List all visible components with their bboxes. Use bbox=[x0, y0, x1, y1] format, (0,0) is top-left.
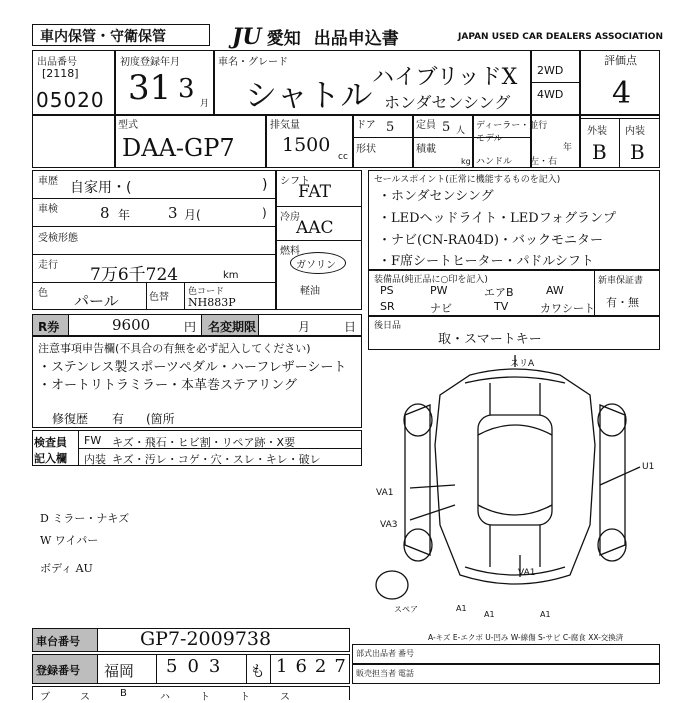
repair-detail: (箇所 bbox=[146, 412, 175, 426]
diagram-label-5: VA1 bbox=[518, 568, 536, 578]
inspection-month: 3 bbox=[168, 204, 178, 222]
registration-year: 31 bbox=[128, 68, 172, 108]
note-line-2: ・オートリトラミラー・本革巻ステアリング bbox=[38, 378, 297, 393]
form-title: 出品申込書 bbox=[313, 29, 399, 49]
car-name: シャトル bbox=[245, 76, 373, 114]
extra-label: 後日品 bbox=[374, 321, 402, 331]
doors-label: ドア bbox=[356, 120, 376, 131]
car-damage-diagram bbox=[370, 355, 660, 620]
interior-score: B bbox=[630, 140, 645, 164]
diagram-label-1: スリA bbox=[510, 359, 535, 369]
wheel-rear-left bbox=[404, 529, 432, 561]
rating-score: 4 bbox=[612, 76, 632, 111]
new-car-label: 新車保証書 bbox=[598, 276, 644, 286]
title-change-label: 名変期限 bbox=[208, 320, 257, 334]
seller-label: 部式出品者 bbox=[356, 649, 396, 658]
logo bbox=[232, 24, 399, 50]
equip-seat: カワシート bbox=[540, 302, 595, 315]
model-label: 型式 bbox=[118, 120, 138, 131]
logo-mark: JU bbox=[232, 24, 262, 50]
registration-month: 3 bbox=[178, 74, 195, 104]
fw-codes: キズ・飛石・ヒビ割・リペア跡・X要 bbox=[112, 436, 296, 449]
registration-label: 初度登録年月 bbox=[120, 57, 180, 68]
repair-value: 有 bbox=[112, 412, 125, 426]
fuel-gasoline: ガソリン bbox=[296, 260, 336, 271]
bottom-cell-5: ト bbox=[200, 692, 210, 703]
displacement-value: 1500 bbox=[282, 134, 331, 156]
equip-ps: PS bbox=[380, 284, 394, 297]
displacement-unit: cc bbox=[338, 152, 348, 162]
diagram-label-3: VA1 bbox=[376, 488, 394, 498]
interior-codes-label: 内装 bbox=[84, 453, 106, 466]
inspection-close: ) bbox=[262, 206, 267, 220]
diagram-label-4: VA3 bbox=[380, 520, 398, 530]
mileage-value: 7万6千724 bbox=[90, 265, 179, 285]
english-name: JAPAN USED CAR DEALERS ASSOCIATION bbox=[458, 32, 663, 42]
fuel-diesel: 軽油 bbox=[300, 286, 320, 297]
seller-num-label: 番号 bbox=[398, 649, 414, 658]
sales-points-label: セールスポイント(正常に機能するものを記入) bbox=[374, 175, 561, 185]
model-year-label: モデル bbox=[476, 134, 503, 144]
handwritten-note-3: ボディ AU bbox=[40, 562, 93, 575]
entry-label: 記入欄 bbox=[34, 452, 67, 465]
equip-aw: AW bbox=[546, 284, 564, 297]
handle-options: 左・右 bbox=[530, 157, 558, 167]
rear-bumper bbox=[465, 567, 565, 575]
plate-region: 福岡 bbox=[104, 662, 135, 680]
spare-wheel bbox=[376, 571, 408, 599]
equip-navi: ナビ bbox=[430, 302, 452, 315]
interior-label: 内装 bbox=[625, 126, 645, 137]
usage-label: 車歴 bbox=[38, 176, 58, 187]
car-name-label: 車名・グレード bbox=[218, 57, 288, 68]
fuel-label: 燃料 bbox=[280, 246, 300, 257]
diagram-label-8: A1 bbox=[484, 610, 495, 619]
diagram-legend: A-キズ E-エクボ U-凹み W-線傷 S-サビ C-腐食 XX-交換済 bbox=[428, 633, 624, 642]
ac-value: AAC bbox=[296, 218, 334, 238]
lot-label: 出品番号 bbox=[37, 57, 77, 68]
r-ticket-label: R券 bbox=[38, 320, 60, 334]
bottom-cell-2: ス bbox=[80, 692, 90, 703]
bottom-cell-6: ト bbox=[240, 692, 250, 703]
title-change-day: 日 bbox=[344, 320, 357, 334]
shape-label: 形状 bbox=[356, 144, 376, 155]
sales-point-4: ・F席シートヒーター・パドルシフト bbox=[378, 254, 594, 269]
notes-label: 注意事項申告欄(不具合の有無を必ず記入してください) bbox=[38, 342, 311, 355]
plate-number: 1627 bbox=[276, 656, 354, 677]
new-car-options: 有・無 bbox=[606, 296, 639, 309]
car-grade-sub: ホンダセンシング bbox=[384, 93, 511, 112]
load-label: 積載 bbox=[416, 144, 436, 155]
interior-codes: キズ・汚レ・コゲ・穴・スレ・キレ・破レ bbox=[112, 453, 321, 466]
bottom-cell-3: B bbox=[120, 688, 127, 699]
chassis-value: GP7-2009738 bbox=[140, 628, 272, 650]
year-suffix: 年 bbox=[563, 143, 573, 153]
color-value: パール bbox=[74, 292, 119, 310]
usage-value: 自家用・( bbox=[70, 180, 132, 196]
equip-pw: PW bbox=[430, 284, 448, 297]
r-ticket-unit: 円 bbox=[184, 320, 197, 334]
wheel-front-right bbox=[598, 404, 626, 436]
bottom-cell-4: ハ bbox=[160, 692, 170, 703]
wheel-rear-right bbox=[598, 529, 626, 561]
handwritten-note-2: W ワイパー bbox=[40, 534, 99, 547]
inspection-month-unit: 月( bbox=[184, 208, 201, 222]
lot-number: 05020 bbox=[36, 88, 105, 112]
rating-label: 評価点 bbox=[604, 54, 637, 67]
equip-airbag: エアB bbox=[484, 286, 514, 299]
inspection-year-unit: 年 bbox=[118, 208, 131, 222]
dealer-label: ディーラー・並行 bbox=[476, 121, 548, 131]
r-ticket-value: 9600 bbox=[112, 316, 151, 334]
exterior-score: B bbox=[592, 140, 607, 164]
reception-label: 受検形態 bbox=[38, 233, 78, 244]
displacement-label: 排気量 bbox=[270, 120, 300, 131]
fw-label: FW bbox=[84, 434, 102, 447]
load-unit: kg bbox=[461, 157, 471, 166]
diagram-label-2: U1 bbox=[642, 462, 655, 472]
storage-label: 車内保管・守衛保管 bbox=[40, 29, 166, 45]
plate-kana: も bbox=[250, 662, 266, 680]
phone-label: 電話 bbox=[398, 669, 414, 678]
plate-label: 登録番号 bbox=[36, 664, 80, 677]
mileage-label: 走行 bbox=[38, 260, 58, 271]
car-grade: ハイブリッドX bbox=[372, 65, 518, 90]
inspection-label: 車検 bbox=[38, 204, 58, 215]
lot-bracket: [2118] bbox=[42, 67, 79, 80]
drive-2wd: 2WD bbox=[537, 64, 564, 77]
chassis-label: 車台番号 bbox=[36, 635, 80, 648]
color-code-label: 色コード bbox=[188, 287, 225, 297]
rear-window bbox=[478, 505, 552, 515]
color-swap-label: 色替 bbox=[149, 292, 169, 303]
car-cabin bbox=[478, 415, 552, 525]
mileage-unit: km bbox=[223, 270, 239, 281]
note-line-1: ・ステンレス製スポーツペダル・ハーフレザーシート bbox=[38, 360, 347, 375]
pointer-line bbox=[410, 485, 455, 488]
title-change-month: 月 bbox=[298, 320, 311, 334]
registration-month-unit: 月 bbox=[200, 99, 210, 109]
car-top-outline bbox=[435, 369, 595, 584]
doors-value: 5 bbox=[386, 120, 395, 135]
drive-4wd: 4WD bbox=[537, 88, 564, 101]
shift-value: FAT bbox=[298, 182, 332, 202]
exhibitor-label: 販売担当者 bbox=[356, 669, 396, 678]
ac-label: 冷房 bbox=[280, 212, 300, 223]
equipment-label: 装備品(純正品に○印を記入) bbox=[374, 275, 488, 285]
inspector-label: 検査員 bbox=[34, 436, 67, 449]
capacity-unit: 人 bbox=[456, 126, 466, 136]
equip-sr: SR bbox=[380, 300, 395, 313]
bottom-cell-7: ス bbox=[280, 692, 290, 703]
shift-label: シフト bbox=[280, 176, 310, 187]
front-bumper bbox=[465, 377, 565, 383]
extra-value: 取・スマートキー bbox=[438, 332, 542, 347]
capacity-value: 5 bbox=[442, 120, 451, 135]
wheel-front-left bbox=[404, 404, 432, 436]
bottom-cell-1: ブ bbox=[40, 692, 50, 703]
sales-point-2: ・LEDヘッドライト・LEDフォグランプ bbox=[378, 211, 617, 226]
exterior-label: 外装 bbox=[587, 126, 607, 137]
diagram-label-6: スペア bbox=[394, 605, 418, 614]
equip-tv: TV bbox=[494, 300, 509, 313]
capacity-label: 定員 bbox=[416, 120, 436, 131]
org-name: 愛知 bbox=[266, 29, 301, 49]
sales-point-1: ・ホンダセンシング bbox=[378, 189, 494, 204]
color-code: NH883P bbox=[188, 296, 236, 309]
windshield bbox=[478, 425, 552, 435]
inspection-year: 8 bbox=[100, 204, 110, 222]
handwritten-note-1: D ミラー・ナキズ bbox=[40, 512, 130, 525]
diagram-label-7: A1 bbox=[456, 604, 467, 613]
model-value: DAA-GP7 bbox=[122, 134, 235, 162]
plate-class: 503 bbox=[166, 656, 231, 677]
diagram-label-9: A1 bbox=[540, 610, 551, 619]
handle-label: ハンドル bbox=[476, 157, 513, 167]
usage-value-close: ) bbox=[262, 177, 268, 193]
color-label: 色 bbox=[38, 288, 48, 299]
repair-label: 修復歴 bbox=[52, 412, 89, 426]
sales-point-3: ・ナビ(CN-RA04D)・バックモニター bbox=[378, 233, 603, 248]
